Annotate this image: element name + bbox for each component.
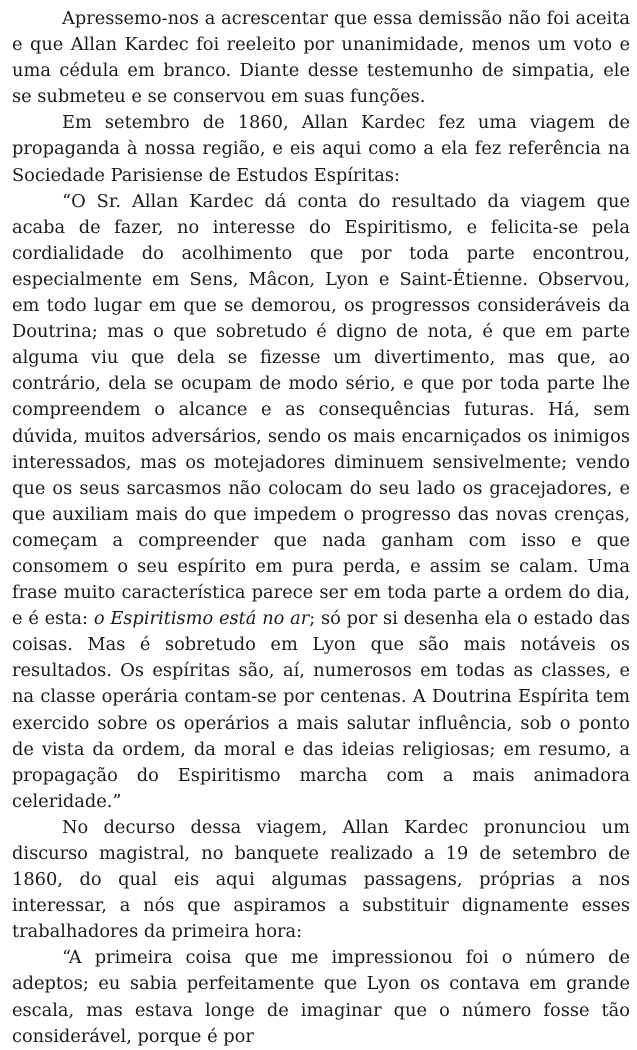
paragraph-text: ; só por si desenha ela o estado das coisas. Mas é sobretudo em Lyon que são mais notáveis os resultados. Os espíritas são, aí, numerosos em todas as classes, e na classe operária contam-se por centenas. A Doutrina Espírita tem exercido sobre os operários a mais salutar influência, sob o ponto de vista da ordem, da moral e das ideias religiosas; em resumo, a propagação do Espiritismo marcha com a mais animadora celeridade.” (12, 608, 630, 812)
paragraph-quote-speech (12, 945, 630, 1049)
paragraph-resignation (12, 6, 630, 110)
document-page (12, 6, 630, 1050)
italic-phrase: o Espiritismo está no ar (93, 608, 310, 630)
paragraph-text: Apressemo-nos a acrescentar que essa demissão não foi aceita e que Allan Kardec foi reeleito por unanimidade, menos um voto e uma cédula em branco. Diante desse testemunho de simpatia, ele se submeteu e se conservou em suas funções. (12, 8, 630, 108)
paragraph-banquet (12, 815, 630, 945)
paragraph-text: Em setembro de 1860, Allan Kardec fez uma viagem de propaganda à nossa região, e eis aqui como a ela fez referência na Sociedade Parisiense de Estudos Espíritas: (12, 112, 630, 186)
paragraph-text: “O Sr. Allan Kardec dá conta do resultado da viagem que acaba de fazer, no interesse do Espiritismo, e felicita-se pela cordialidade do acolhimento que por toda parte encontrou, especialmente em Sens, Mâcon, Lyon e Saint-Étienne. Observou, em todo lugar em que se demorou, os progressos consideráveis da Doutrina; mas o que sobretudo é digno de nota, é que em parte alguma viu que dela se fizesse um divertimento, mas que, ao contrário, dela se ocupam de modo sério, e que por toda parte lhe compreendem o alcance e as consequências futuras. Há, sem dúvida, muitos adversários, sendo os mais encarniçados os inimigos interessados, mas os motejadores diminuem sensivelmente; vendo que os seus sarcasmos não colocam do seu lado os gracejadores, e que auxiliam mais do que impedem o progresso das novas crenças, começam a compreender que nada ganham com isso e que consomem o seu espírito em pura perda, e assim se calam. Uma frase muito característica parece ser em toda parte a ordem do dia, e é esta: (12, 190, 630, 630)
paragraph-quote-report (12, 189, 630, 815)
paragraph-journey (12, 110, 630, 188)
paragraph-text: No decurso dessa viagem, Allan Kardec pronunciou um discurso magistral, no banquete realizado a 19 de setembro de 1860, do qual eis aqui algumas passagens, próprias a nos interessar, a nós que aspiramos a substituir dignamente esses trabalhadores da primeira hora: (12, 816, 630, 943)
paragraph-text: “A primeira coisa que me impressionou foi o número de adeptos; eu sabia perfeitamente que Lyon os contava em grande escala, mas estava longe de imaginar que o número fosse tão considerável, porque é por (12, 947, 630, 1047)
